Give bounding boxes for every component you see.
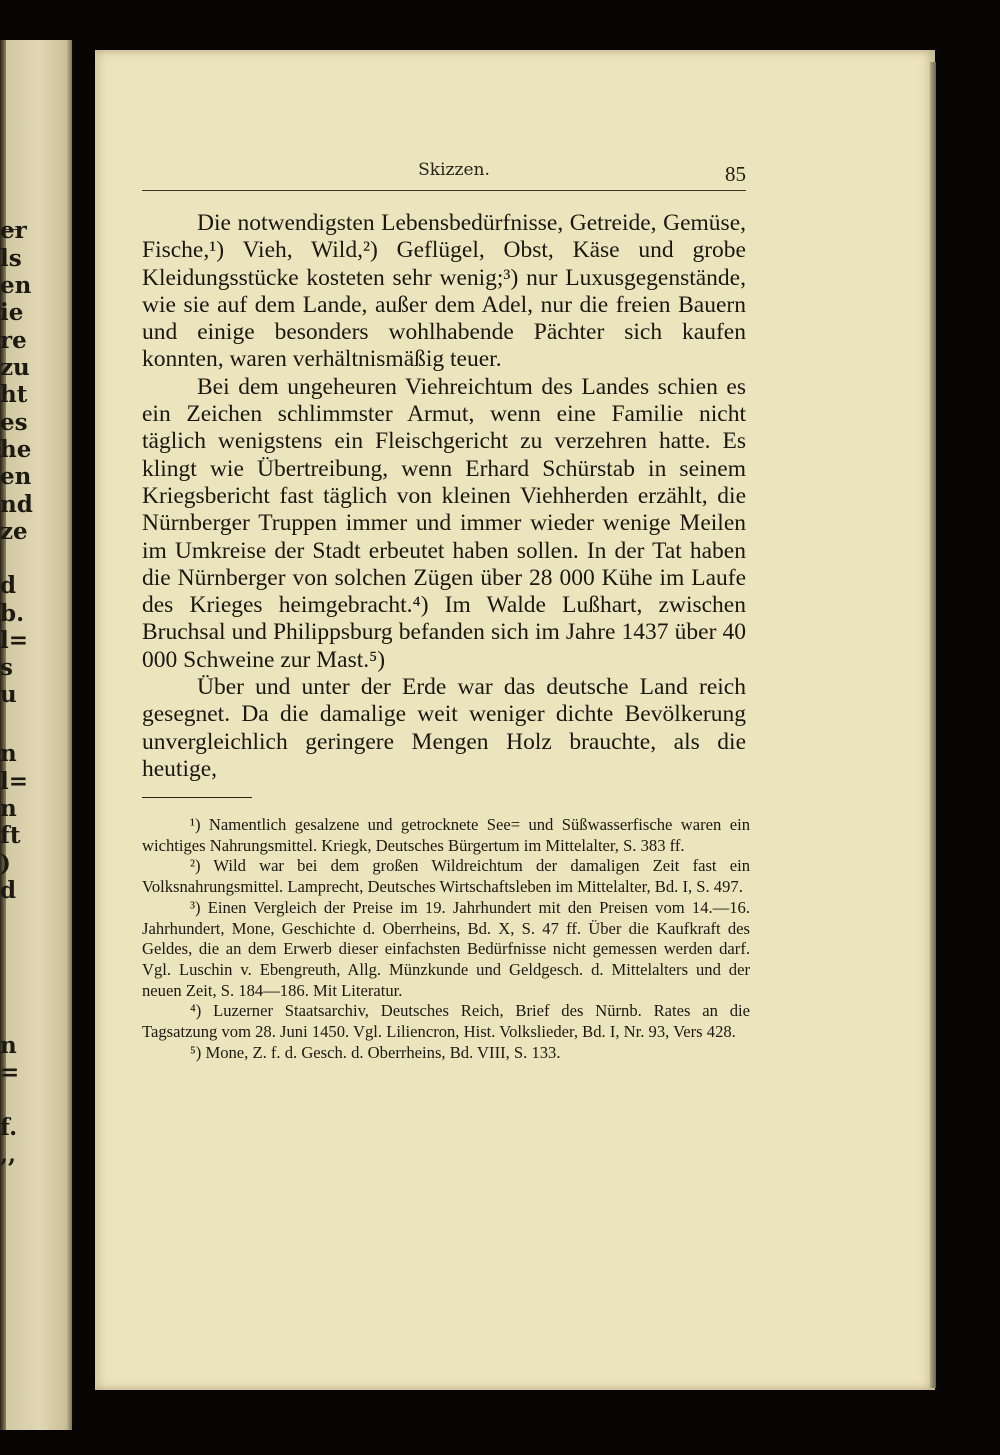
left-page-fragment: d	[0, 877, 17, 904]
left-page-fragment: en	[0, 463, 32, 490]
left-page-fragment: es	[0, 409, 28, 436]
left-page-fragment: l=	[0, 768, 29, 795]
left-page-fragment: s	[0, 654, 13, 681]
paragraph: Die notwendigsten Lebensbedürfnisse, Getreide, Gemüse, Fische,¹) Vieh, Wild,²) Geflügel, Obst, Käse und grobe Kleidungsstücke kosteten sehr wenig;³) nur Luxusgegenstände, wie sie auf dem Lande, außer dem Adel, nur die freien Bauern und einige besonders wohlhabende Pächter sich kaufen konnten, waren verhältnismäßig teuer.	[142, 210, 746, 373]
left-page-fragment: l=	[0, 627, 29, 654]
footnote-separator	[142, 797, 252, 798]
footnote: ⁵) Mone, Z. f. d. Gesch. d. Oberrheins, Bd. VIII, S. 133.	[190, 1042, 561, 1062]
left-page-fragment: en	[0, 272, 32, 299]
left-page-fragment: )	[0, 850, 11, 877]
footnote: ¹) Namentlich gesalzene und getrocknete See= und Süßwasserfische waren ein wichtiges Nahrungsmittel. Kriegk, Deutsches Bürgertum im Mittelalter, S. 383 ff.	[142, 815, 750, 855]
paragraph: Bei dem ungeheuren Viehreichtum des Landes schien es ein Zeichen schlimmster Armut, wenn eine Familie nicht täglich wenigstens ein Fleischgericht zu verzehren hatte. Es klingt wie Übertreibung, wenn Erhard Schürstab in seinem Kriegsbericht fast täglich von kleinen Viehherden erzählt, die Nürnberger Truppen immer und immer wieder wenige Meilen im Umkreise der Stadt erbeutet haben sollen. In der Tat haben die Nürnberger von solchen Zügen über 28 000 Kühe im Laufe des Krieges heimgebracht.⁴) Im Walde Lußhart, zwischen Bruchsal und Philippsburg befanden sich im Jahre 1437 über 40 000 Schweine zur Mast.⁵)	[142, 373, 746, 673]
left-page-fragment: b.	[0, 600, 25, 627]
left-page-fragment: he	[0, 436, 32, 463]
left-page-fragment: ze	[0, 518, 28, 545]
left-page-fragment: ie	[0, 299, 24, 326]
footnote: ³) Einen Vergleich der Preise im 19. Jahrhundert mit den Preisen vom 14.—16. Jahrhundert, Mone, Geschichte d. Oberrheins, Bd. X, S. 47 ff. Über die Kaufkraft des Geldes, die an dem Erwerb dieser einfachsten Bedürfnisse nicht gemessen werden darf. Vgl. Luschin v. Ebengreuth, Allg. Münzkunde und Geldgesch. d. Mittelalters und der neuen Zeit, S. 184—186. Mit Literatur.	[142, 897, 750, 1000]
main-text	[142, 210, 746, 783]
left-page-fragment: n	[0, 740, 17, 767]
page-number: 85	[725, 162, 746, 186]
page-edge-shadow	[930, 62, 936, 1388]
left-page-fragment: f.	[0, 1114, 18, 1141]
left-page-fragment: re	[0, 327, 27, 354]
left-page-fragment: er	[0, 217, 27, 244]
paragraph: Über und unter der Erde war das deutsche Land reich gesegnet. Da die damalige weit weniger dichte Bevölkerung unvergleichlich geringere Mengen Holz brauchte, als die heutige,	[142, 674, 746, 782]
left-page-fragment: ht	[0, 381, 28, 408]
left-page-fragment: n	[0, 795, 17, 822]
running-head: Skizzen.	[418, 160, 490, 180]
page-header	[142, 158, 746, 191]
left-page-fragment: ft	[0, 822, 21, 849]
left-page-fragment: d	[0, 572, 17, 599]
left-page-fragment: nd	[0, 491, 33, 518]
footnote: ⁴) Luzerner Staatsarchiv, Deutsches Reich, Brief des Nürnb. Rates an die Tagsatzung vom 28. Juni 1450. Vgl. Liliencron, Hist. Volkslieder, Bd. I, Nr. 93, Vers 428.	[142, 1001, 750, 1042]
left-page-fragment: n	[0, 1032, 17, 1059]
left-page-edge	[0, 40, 72, 1430]
left-page-fragment: zu	[0, 354, 30, 381]
footnote: ²) Wild war bei dem großen Wildreichtum der damaligen Zeit fast ein Volksnahrungsmittel. Lamprecht, Deutsches Wirtschaftsleben im Mittelalter, Bd. I, S. 497.	[142, 856, 750, 897]
left-page-fragment: ‚,	[0, 1141, 17, 1168]
left-page-fragment: =	[0, 1059, 20, 1086]
footnotes	[142, 815, 750, 1063]
left-page-fragment: u	[0, 681, 17, 708]
left-page-fragment: ls	[0, 245, 22, 272]
